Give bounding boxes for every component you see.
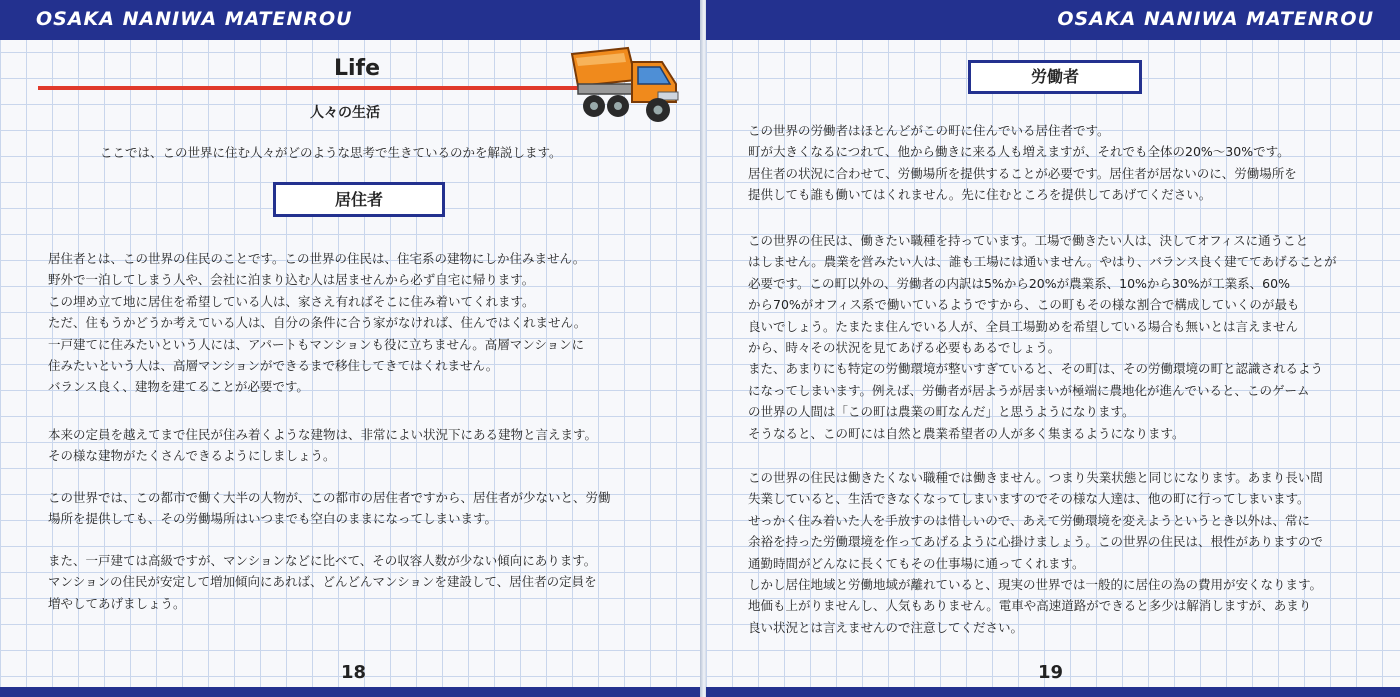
text-line: から、時々その状況を見てあげる必要もあるでしょう。 (748, 340, 1061, 356)
title-rule (38, 86, 590, 90)
text-line: 良いでしょう。たまたま住んでいる人が、全員工場勤めを希望している場合も無いとは言えません (748, 318, 1299, 334)
section-heading-residents: 居住者 (273, 182, 445, 217)
text-line: その様な建物がたくさんできるようにしましょう。 (48, 448, 336, 464)
paragraph-4 (48, 550, 597, 614)
text-line: 地価も上がりませんし、人気もありません。電車や高速道路ができると多少は解消しますが、あまり (748, 598, 1312, 614)
page-number: 18 (341, 662, 367, 683)
text-line: 良い状況とは言えませんので注意してください。 (748, 619, 1024, 635)
paragraph-1 (748, 120, 1297, 206)
text-line: 提供しても誰も働いてはくれません。先に住むところを提供してあげてください。 (748, 187, 1212, 203)
text-line: バランス良く、建物を建てることが必要です。 (48, 379, 309, 395)
paragraph-3 (48, 487, 611, 530)
text-line: また、あまりにも特定の労働環境が整いすぎていると、その町は、その労働環境の町と認識されるよう (748, 361, 1324, 377)
text-line: 本来の定員を越えてまで住民が住み着くような建物は、非常によい状況下にある建物と言えます。 (48, 427, 598, 442)
text-line: 増やしてあげましょう。 (48, 595, 186, 611)
right-page (706, 0, 1400, 697)
text-line: 一戸建てに住みたいという人には、アパートもマンションも役に立ちません。高層マンションに (48, 336, 585, 352)
paragraph-2 (48, 424, 597, 467)
bottom-band (0, 687, 702, 697)
text-line: この世界の住民は働きたくない職種では働きません。つまり失業状態と同じになります。あまり長い間 (748, 470, 1323, 485)
text-line: マンションの住民が安定して増加傾向にあれば、どんどんマンションを建設して、居住者の定員を (48, 574, 597, 590)
text-line: 居住者の状況に合わせて、労働場所を提供することが必要です。居住者が居ないのに、労働場所を (748, 165, 1297, 181)
intro-text: ここでは、この世界に住む人々がどのような思考で生きているのかを解説します。 (100, 145, 562, 160)
header-title: OSAKA NANIWA MATENROU (36, 8, 353, 30)
paragraph-2 (748, 230, 1337, 444)
text-line: 余裕を持った労働環境を作ってあげるように心掛けましょう。この世界の住民は、根性がありますので (748, 534, 1324, 550)
text-line: 必要です。この町以外の、労働者の内訳は5%から20%が農業系、10%から30%が工業系、60% (748, 275, 1290, 291)
section-heading-workers: 労働者 (968, 60, 1142, 94)
text-line: また、一戸建ては高級ですが、マンションなどに比べて、その収容人数が少ない傾向にあります。 (48, 553, 597, 568)
text-line: 居住者とは、この世界の住民のことです。この世界の住民は、住宅系の建物にしか住みません。 (48, 251, 586, 266)
paragraph-1 (48, 248, 586, 398)
text-line: から70%がオフィス系で働いているようですから、この町もその様な割合で構成していくのが最も (748, 297, 1300, 313)
text-line: しかし居住地域と労働地域が離れていると、現実の世界では一般的に居住の為の費用が安くなります。 (748, 577, 1323, 593)
text-line: そうなると、この町には自然と農業希望者の人が多く集まるようになります。 (748, 425, 1185, 441)
text-line: ただ、住もうかどうか考えている人は、自分の条件に合う家がなければ、住んではくれません。 (48, 315, 587, 331)
page-number: 19 (1038, 662, 1064, 683)
text-line: 野外で一泊してしまう人や、会社に泊まり込む人は居ませんから必ず自宅に帰ります。 (48, 272, 535, 288)
text-line: はしません。農業を営みたい人は、誰も工場には通いません。やはり、バランス良く建ててあげることが (748, 254, 1337, 270)
text-line: 失業していると、生活できなくなってしまいますのでその様な人達は、他の町に行ってしまいます。 (748, 491, 1310, 507)
text-line: この世界では、この都市で働く大半の人物が、この都市の居住者ですから、居住者が少ないと、労働 (48, 490, 611, 505)
text-line: 通勤時間がどんなに長くてもその仕事場に通ってくれます。 (748, 555, 1085, 571)
text-line: この埋め立て地に居住を希望している人は、家さえ有ればそこに住み着いてくれます。 (48, 293, 535, 309)
text-line: 場所を提供しても、その労働場所はいつまでも空白のままになってしまいます。 (48, 511, 498, 527)
dump-truck-icon (566, 40, 684, 128)
bottom-band (706, 687, 1400, 697)
text-line: 住みたいという人は、高層マンションができるまで移住してきてはくれません。 (48, 358, 499, 374)
header-title: OSAKA NANIWA MATENROU (1057, 8, 1374, 30)
text-line: の世界の人間は「この町は農業の町なんだ」と思うようになります。 (748, 404, 1135, 420)
text-line: この世界の住民は、働きたい職種を持っています。工場で働きたい人は、決してオフィスに通うこと (748, 233, 1309, 248)
subtitle: 人々の生活 (310, 105, 380, 121)
text-line: になってしまいます。例えば、労働者が居ようが居まいが極端に農地化が進んでいると、このゲーム (748, 382, 1310, 398)
paragraph-3 (748, 467, 1323, 638)
text-line: この世界の労働者はほとんどがこの町に住んでいる居住者です。 (748, 123, 1110, 138)
text-line: せっかく住み着いた人を手放すのは惜しいので、あえて労働環境を変えようというとき以外は、常に (748, 512, 1311, 528)
page-title: Life (334, 56, 381, 81)
text-line: 町が大きくなるにつれて、他から働きに来る人も増えますが、それでも全体の20%～30%です。 (748, 144, 1290, 160)
